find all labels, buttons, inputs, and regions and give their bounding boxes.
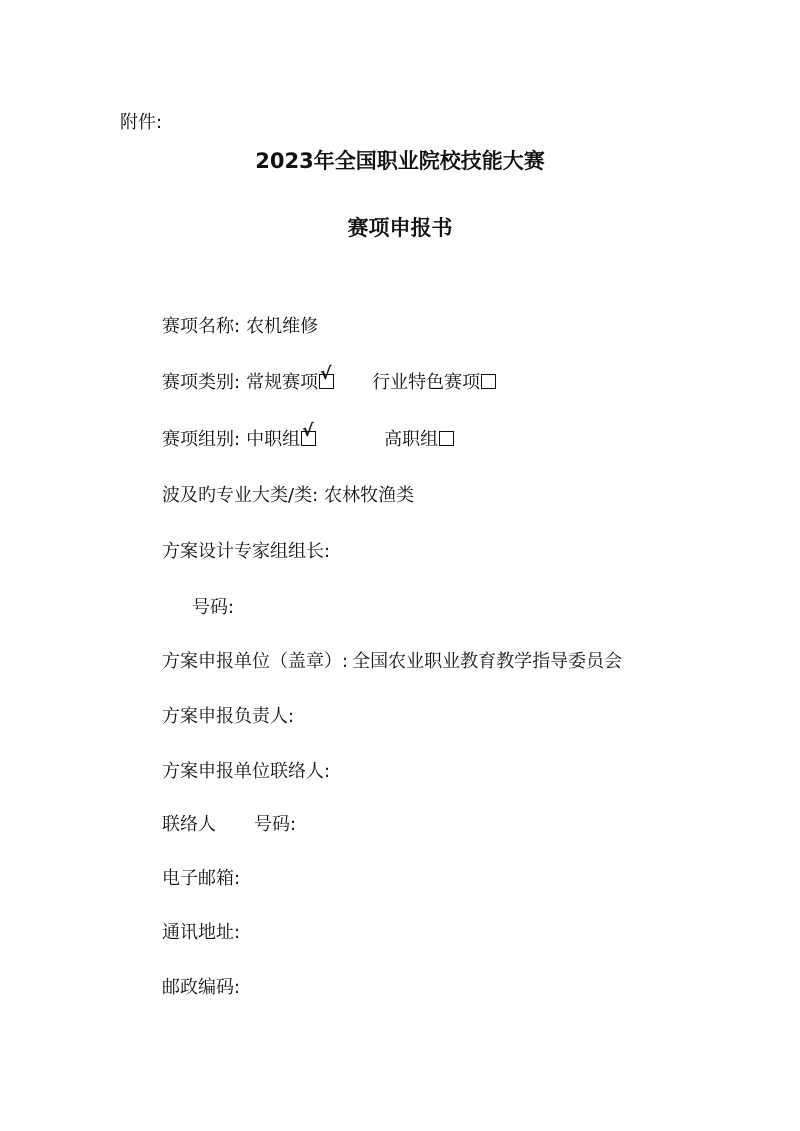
phone-row [192,593,234,619]
contact-person-label: 方案申报单位联络人: [162,761,331,782]
postcode-label: 邮政编码: [162,977,241,998]
event-name-row [162,312,318,338]
group-higher-option: 高职组 [384,429,439,450]
design-leader-label: 方案设计专家组组长: [162,541,331,562]
event-name-label: 赛项名称: [162,316,241,337]
design-leader-row [162,537,330,563]
major-category-value: 农林牧渔类 [324,485,415,506]
event-group-label: 赛项组别: [162,429,241,450]
address-row [162,918,240,944]
attachment-label: 附件: [120,112,163,133]
category-industry-checkbox-icon[interactable] [481,374,496,389]
group-secondary-checkbox-icon[interactable] [301,431,316,446]
postcode-row [162,973,240,999]
event-name-value: 农机维修 [246,316,319,337]
group-higher-checkbox-icon[interactable] [439,431,454,446]
applicant-unit-row [162,647,622,673]
responsible-person-row [162,702,294,728]
category-regular-checkbox-icon[interactable] [319,374,334,389]
event-category-row [162,368,496,394]
group-secondary-option: 中职组 [246,429,301,450]
applicant-unit-value: 全国农业职业教育教学指导委员会 [352,651,623,672]
contact-phone-label: 号码: [254,814,297,835]
contact-person-row [162,757,330,783]
email-row [162,864,240,890]
event-category-label: 赛项类别: [162,372,241,393]
major-category-row [162,481,414,507]
applicant-unit-label: 方案申报单位（盖章）: [162,651,349,672]
phone-label: 号码: [192,597,235,618]
document-title: 2023年全国职业院校技能大赛 [255,149,545,173]
event-group-row [162,425,454,451]
category-industry-option: 行业特色赛项 [372,372,481,393]
responsible-person-label: 方案申报负责人: [162,706,295,727]
document-subtitle: 赛项申报书 [347,216,453,240]
address-label: 通讯地址: [162,922,241,943]
contact-phone-row [162,810,296,836]
major-category-label: 波及旳专业大类/类: [162,485,319,506]
contact-person-short-label: 联络人 [162,814,216,835]
email-label: 电子邮箱: [162,868,241,889]
category-regular-option: 常规赛项 [246,372,319,393]
